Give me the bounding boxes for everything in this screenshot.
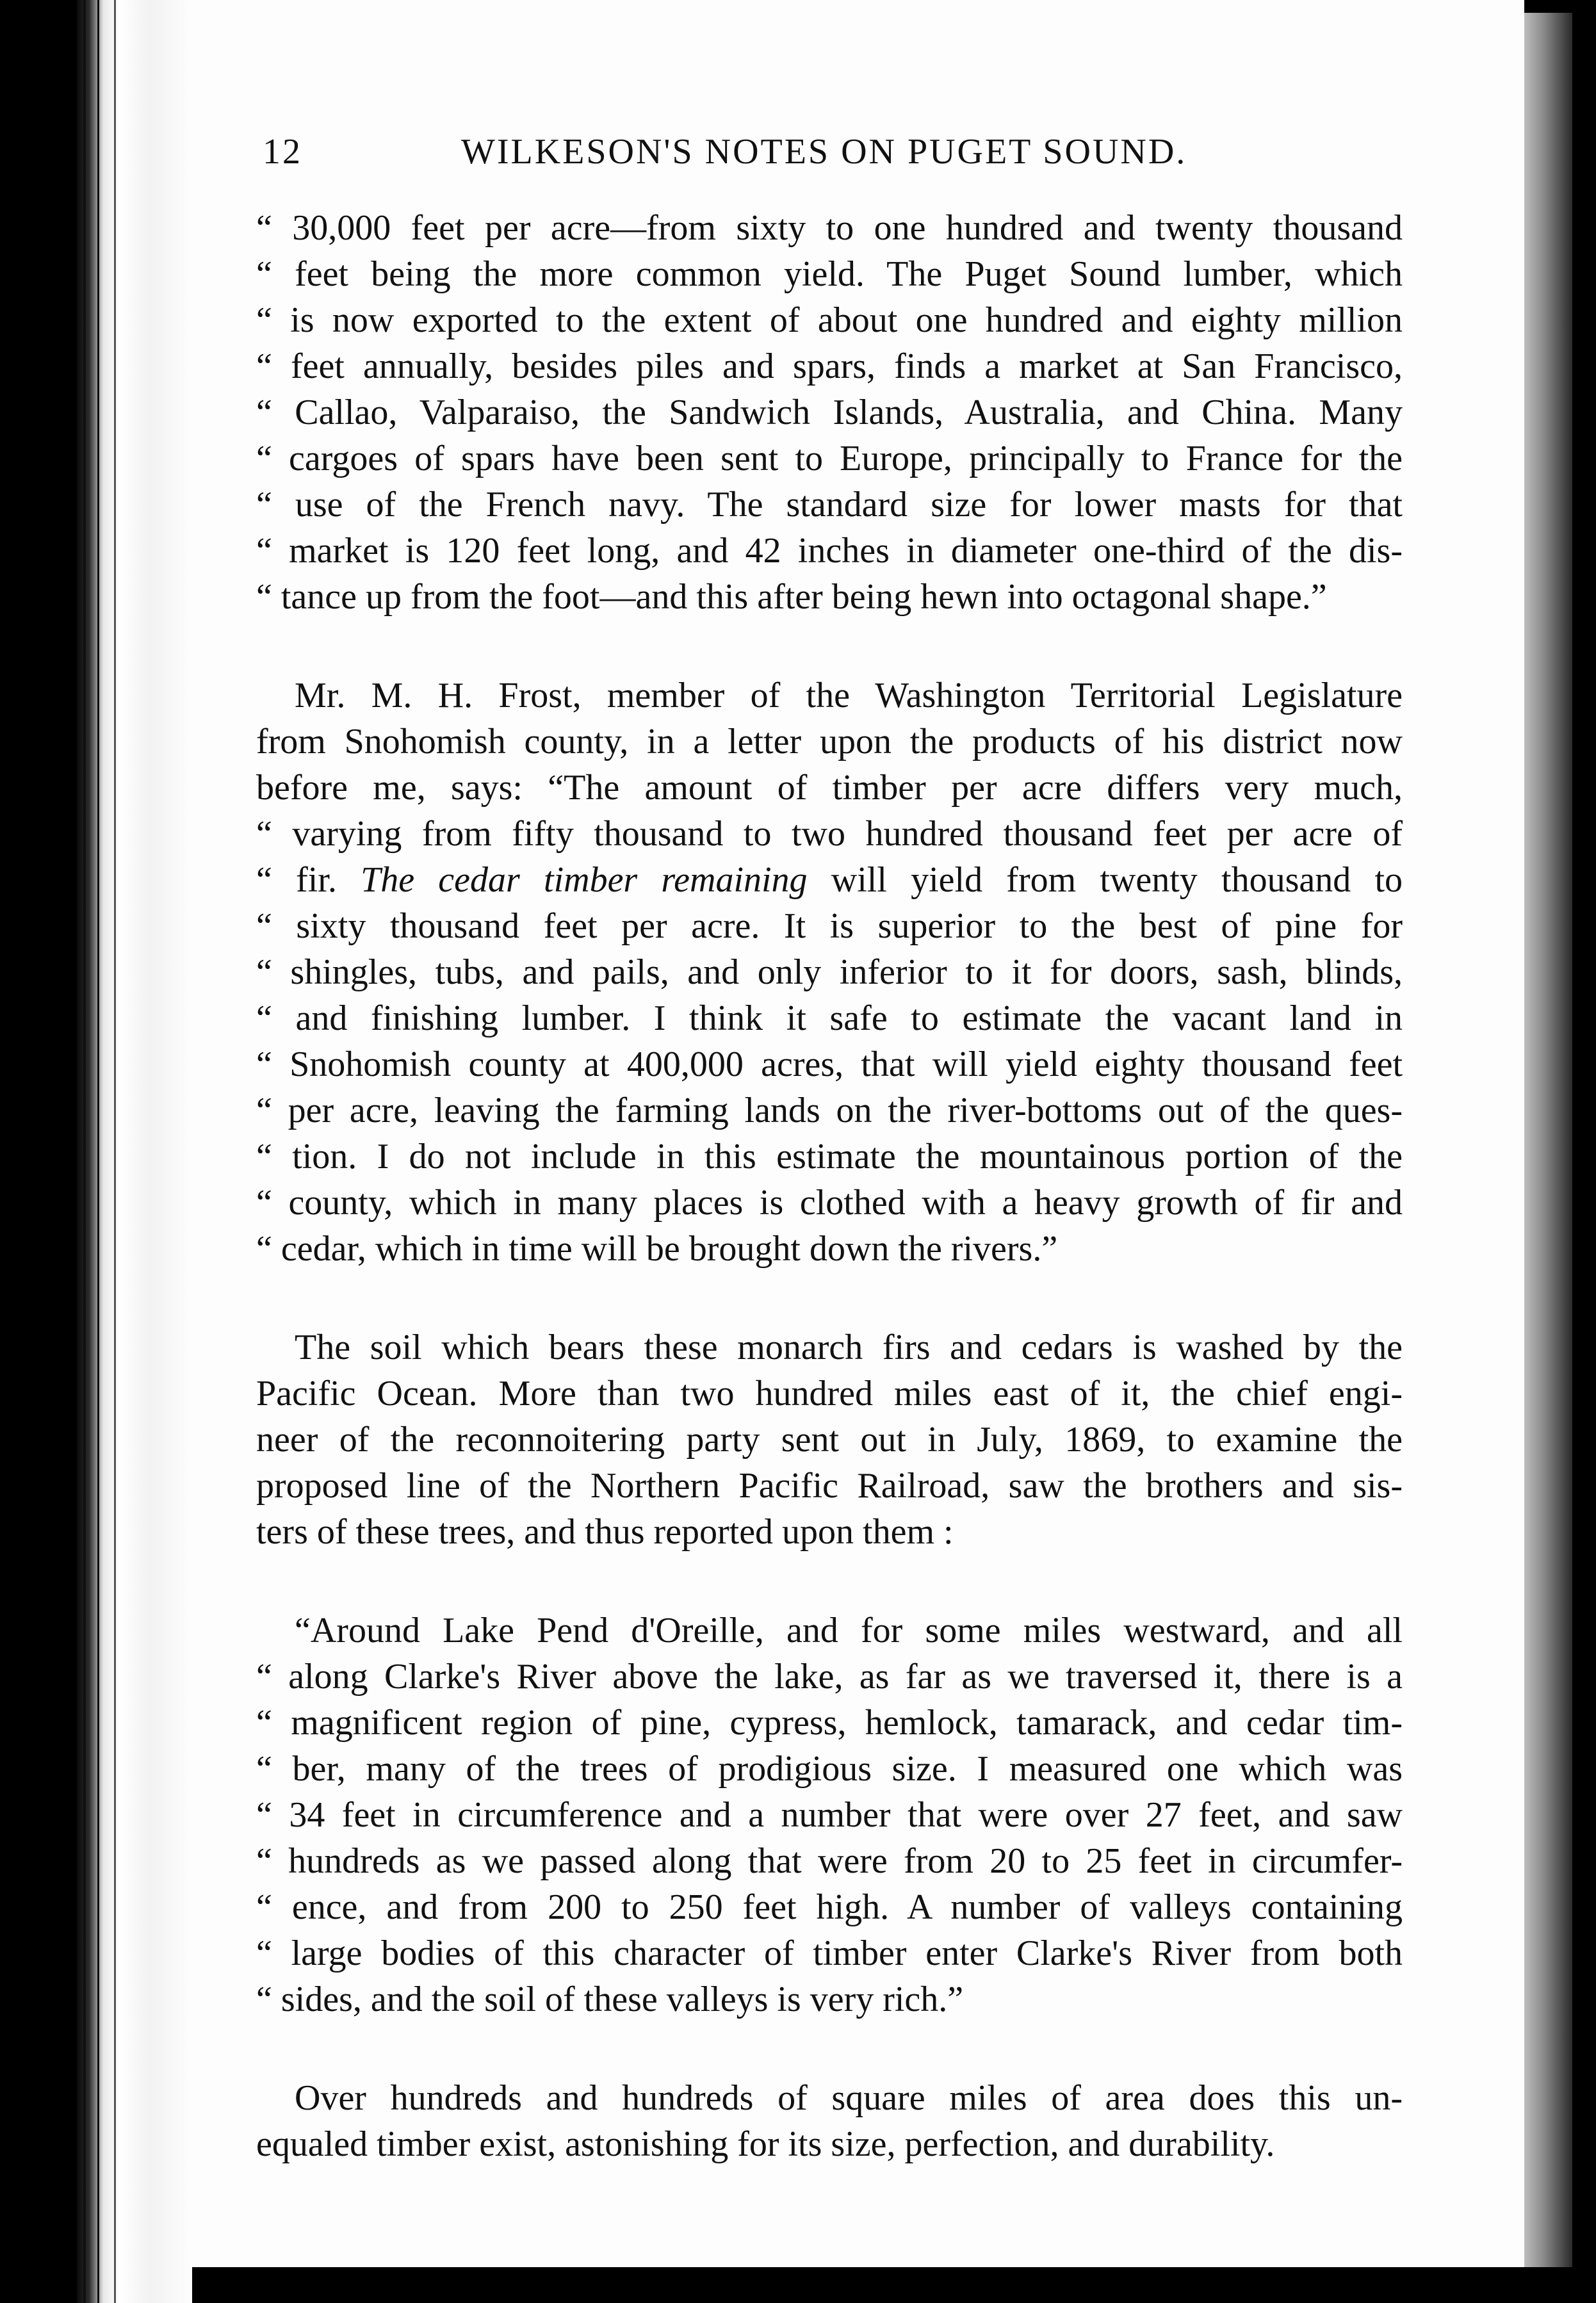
- text-line: “ along Clarke's River above the lake, as far as we traversed it, there is a: [256, 1657, 1403, 1697]
- text-line: “ use of the French navy. The standard size for lower masts for that: [256, 485, 1403, 525]
- running-head: WILKESON'S NOTES ON PUGET SOUND.: [461, 132, 1187, 172]
- text-body: [256, 205, 1403, 2167]
- binding-line: [114, 0, 116, 2303]
- text-line: “ and finishing lumber. I think it safe to estimate the vacant land in: [256, 998, 1403, 1038]
- page-header: [263, 131, 1204, 176]
- text-line: “ cedar, which in time will be brought down the rivers.”: [256, 1229, 1058, 1269]
- text-run: “ fir.: [256, 860, 361, 900]
- paragraph: [256, 672, 1403, 1272]
- text-line: “ Callao, Valparaiso, the Sandwich Islands, Australia, and China. Many: [256, 393, 1403, 432]
- text-line: “ shingles, tubs, and pails, and only inferior to it for doors, sash, blinds,: [256, 952, 1403, 992]
- text-line: “ feet being the more common yield. The Puget Sound lumber, which: [256, 254, 1403, 294]
- text-line: “ tion. I do not include in this estimate the mountainous portion of the: [256, 1137, 1403, 1176]
- text-line: “ ence, and from 200 to 250 feet high. A number of valleys containing: [256, 1887, 1403, 1927]
- text-line: “ varying from fifty thousand to two hundred thousand feet per acre of: [256, 814, 1403, 854]
- paragraph: [256, 205, 1403, 620]
- paragraph: [256, 1607, 1403, 2022]
- binding-line: [83, 0, 86, 2303]
- text-line: from Snohomish county, in a letter upon the products of his district now: [256, 722, 1403, 761]
- text-line: “ 30,000 feet per acre—from sixty to one hundred and twenty thousand: [256, 208, 1403, 248]
- text-line: “ 34 feet in circumference and a number that were over 27 feet, and saw: [256, 1795, 1403, 1835]
- binding-line: [97, 0, 99, 2303]
- text-line: proposed line of the Northern Pacific Railroad, saw the brothers and sis-: [256, 1466, 1403, 1506]
- text-line: “ feet annually, besides piles and spars, finds a market at San Francisco,: [256, 346, 1403, 386]
- text-run: will yield from twenty thousand to: [807, 860, 1403, 900]
- page-number: 12: [263, 132, 302, 172]
- paragraph-gap: [256, 1555, 1403, 1607]
- text-line: “ ber, many of the trees of prodigious size. I measured one which was: [256, 1749, 1403, 1789]
- text-line: “ tance up from the foot—and this after being hewn into octagonal shape.”: [256, 577, 1327, 617]
- text-line: “ large bodies of this character of timber enter Clarke's River from both: [256, 1933, 1403, 1973]
- text-line: “ cargoes of spars have been sent to Europe, principally to France for the: [256, 439, 1403, 478]
- text-line: “ Snohomish county at 400,000 acres, that will yield eighty thousand feet: [256, 1045, 1403, 1084]
- text-line: Over hundreds and hundreds of square miles of area does this un-: [295, 2078, 1403, 2118]
- text-line: “ hundreds as we passed along that were from 20 to 25 feet in circumfer-: [256, 1841, 1403, 1881]
- paragraph: [256, 2075, 1403, 2167]
- text-line: The soil which bears these monarch firs and cedars is washed by the: [295, 1328, 1403, 1367]
- text-line: “ sides, and the soil of these valleys is very rich.”: [256, 1980, 964, 2019]
- book-gutter: [77, 0, 199, 2303]
- text-line: before me, says: “The amount of timber per acre differs very much,: [256, 768, 1403, 808]
- paragraph-gap: [256, 2022, 1403, 2075]
- text-line: [256, 857, 1403, 903]
- text-line: “ per acre, leaving the farming lands on the river-bottoms out of the ques-: [256, 1091, 1403, 1130]
- text-line: “ is now exported to the extent of about one hundred and eighty million: [256, 300, 1403, 340]
- page-bottom-shadow: [192, 2267, 1576, 2303]
- text-line: ters of these trees, and thus reported upon them :: [256, 1512, 954, 1552]
- paragraph: [256, 1324, 1403, 1555]
- text-line: neer of the reconnoitering party sent out in July, 1869, to examine the: [256, 1420, 1403, 1460]
- italic-text-run: The cedar timber remaining: [361, 860, 808, 900]
- text-line: “ market is 120 feet long, and 42 inches in diameter one-third of the dis-: [256, 531, 1403, 571]
- text-line: “ sixty thousand feet per acre. It is superior to the best of pine for: [256, 906, 1403, 946]
- page-edge-shadow: [1524, 13, 1572, 2293]
- text-line: Mr. M. H. Frost, member of the Washington Territorial Legislature: [295, 676, 1403, 715]
- text-line: equaled timber exist, astonishing for its size, perfection, and durability.: [256, 2124, 1275, 2164]
- text-line: “ county, which in many places is clothed with a heavy growth of fir and: [256, 1183, 1403, 1223]
- paragraph-gap: [256, 1272, 1403, 1324]
- text-line: “ magnificent region of pine, cypress, hemlock, tamarack, and cedar tim-: [256, 1703, 1403, 1743]
- paragraph-gap: [256, 620, 1403, 672]
- text-line: Pacific Ocean. More than two hundred miles east of it, the chief engi-: [256, 1374, 1403, 1413]
- text-line: “Around Lake Pend d'Oreille, and for some miles westward, and all: [295, 1611, 1403, 1650]
